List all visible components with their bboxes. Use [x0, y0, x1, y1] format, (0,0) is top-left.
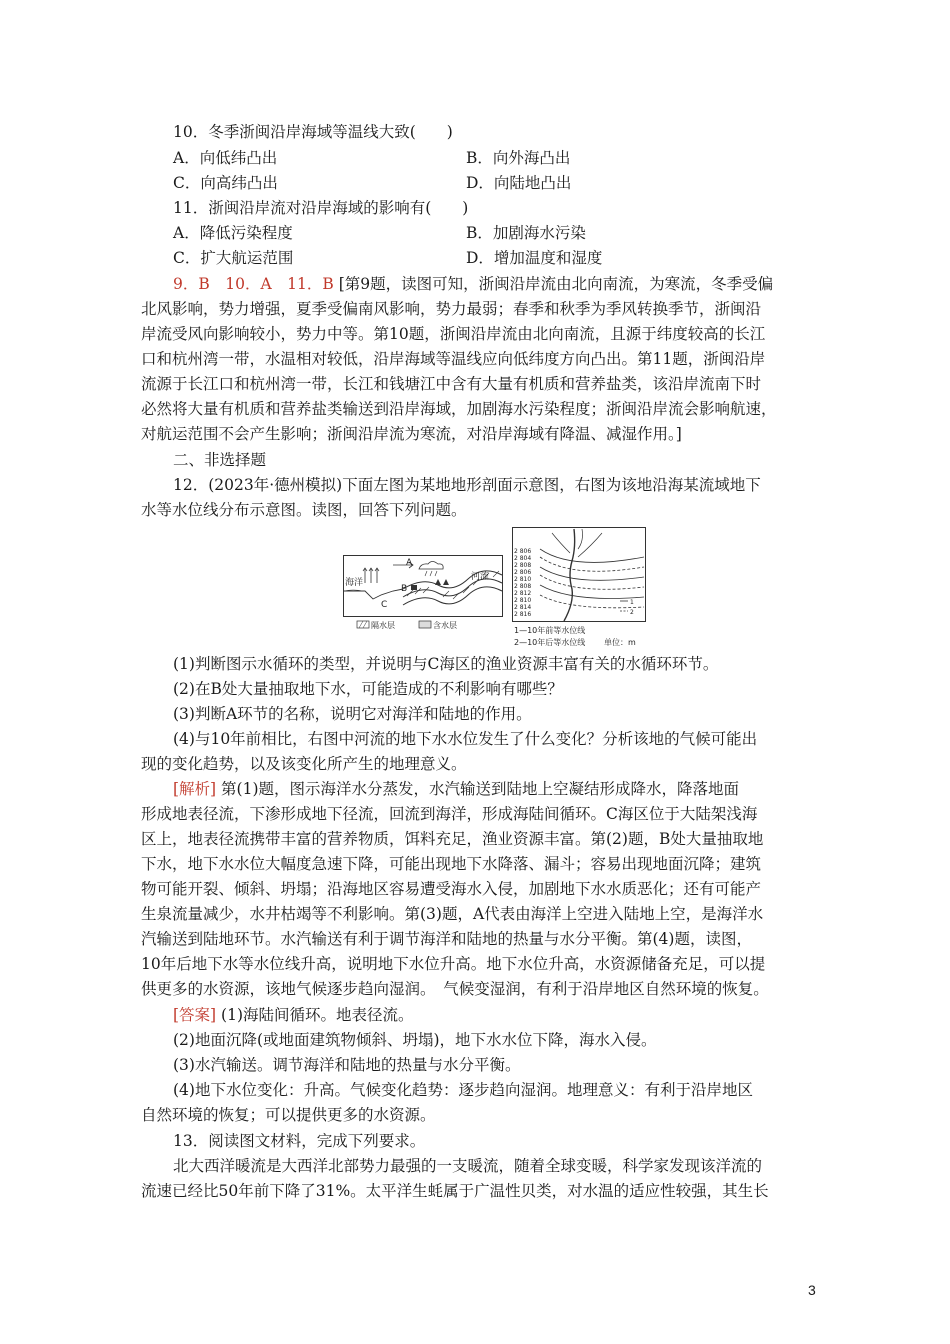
analysis-text: 生泉流量减少，水井枯竭等不利影响。第(3)题，A代表由海洋上空进入陆地上空，是海洋水 — [141, 905, 764, 923]
answer-9-11-line — [173, 272, 773, 296]
q11-option-a: A．降低污染程度 — [173, 224, 293, 242]
q10-option-c: C．向高纬凸出 — [173, 174, 278, 192]
contour-label: 2 808 — [514, 583, 532, 590]
analysis-text: 形成地表径流，下渗形成地下径流，回流到海洋，形成海陆间循环。C海区位于大陆架浅海 — [141, 805, 758, 823]
answer-text: (4)地下水位变化：升高。气候变化趋势：逐步趋向湿润。地理意义：有利于沿岸地区 — [173, 1081, 753, 1099]
answer-line — [173, 1003, 414, 1027]
answer-text: (1)海陆间循环。地表径流。 — [221, 1006, 414, 1024]
q12-intro: 12．(2023年·德州模拟)下面左图为某地地形剖面示意图，右图为该地沿海某流域地下 — [173, 476, 761, 494]
analysis-line — [173, 777, 739, 801]
q10-option-b: B．向外海凸出 — [466, 149, 571, 167]
analysis-tag: [解析] — [173, 780, 217, 798]
legend-aquifer: 含水层 — [433, 621, 457, 630]
q12-question: (3)判断A环节的名称，说明它对海洋和陆地的作用。 — [173, 705, 532, 723]
q12-question: (4)与10年前相比，右图中河流的地下水水位发生了什么变化？分析该地的气候可能出 — [173, 730, 758, 748]
q11-stem: 11．浙闽沿岸流对沿岸海域的影响有( ) — [173, 199, 469, 217]
legend-aquiclude: 隔水层 — [371, 621, 395, 630]
figure-label-river: 河流 — [471, 572, 490, 582]
groundwater-contour-figure — [512, 527, 646, 651]
answer-key: 9．B 10．A 11．B — [173, 275, 334, 293]
contour-legend: 1—10年前等水位线 — [514, 626, 586, 635]
contour-legend: 2—10年后等水位线 — [514, 638, 586, 647]
contour-label: 2 806 — [514, 569, 532, 576]
contour-label: 2 812 — [514, 590, 532, 597]
contour-label: 2 814 — [514, 604, 532, 611]
q13-stem: 13．阅读图文材料，完成下列要求。 — [173, 1132, 426, 1150]
page-number: 3 — [808, 1282, 816, 1298]
contour-label: 2 808 — [514, 562, 532, 569]
figure-label-sea: 海洋 — [345, 578, 364, 588]
figure-label-c: C — [381, 600, 388, 610]
contour-unit: 单位：m — [604, 638, 636, 647]
q10-option-a: A．向低纬凸出 — [173, 149, 278, 167]
analysis-text: 汽输送到陆地环节。水汽输送有利于调节海洋和陆地的热量与水分平衡。第(4)题，读图， — [141, 930, 752, 948]
answer-text: (3)水汽输送。调节海洋和陆地的热量与水分平衡。 — [173, 1056, 521, 1074]
q12-question: (2)在B处大量抽取地下水，可能造成的不利影响有哪些？ — [173, 680, 563, 698]
section-heading: 二、非选择题 — [173, 451, 267, 469]
answer-explanation-line: 流源于长江口和杭州湾一带，长江和钱塘江中含有大量有机质和营养盐类，该沿岸流南下时 — [141, 375, 762, 393]
q13-text: 流速已经比50年前下降了31%。太平洋生蚝属于广温性贝类，对水温的适应性较强，其生长 — [141, 1182, 769, 1200]
q13-text: 北大西洋暖流是大西洋北部势力最强的一支暖流，随着全球变暖，科学家发现该洋流的 — [173, 1157, 763, 1175]
q11-option-d: D．增加温度和湿度 — [466, 249, 603, 267]
answer-explanation-line: 必然将大量有机质和营养盐类输送到沿岸海域，加剧海水污染程度；浙闽沿岸流会影响航速， — [141, 400, 777, 418]
answer-explanation-line: 对航运范围不会产生影响；浙闽沿岸流为寒流，对沿岸海域有降温、减湿作用。] — [141, 425, 682, 443]
legend-mark: 1 — [630, 599, 634, 606]
answer-explanation-line: 北风影响，势力增强，夏季受偏南风影响，势力最弱；春季和秋季为季风转换季节，浙闽沿 — [141, 300, 762, 318]
q11-option-b: B．加剧海水污染 — [466, 224, 586, 242]
analysis-text: 物可能开裂、倾斜、坍塌；沿海地区容易遭受海水入侵，加剧地下水水质恶化；还有可能产 — [141, 880, 762, 898]
q12-intro: 水等水位线分布示意图。读图，回答下列问题。 — [141, 501, 467, 519]
q12-question: (1)判断图示水循环的类型，并说明与C海区的渔业资源丰富有关的水循环环节。 — [173, 655, 719, 673]
analysis-text: 第(1)题，图示海洋水分蒸发，水汽输送到陆地上空凝结形成降水，降落地面 — [221, 780, 740, 798]
contour-label: 2 806 — [514, 548, 532, 555]
q11-option-c: C．扩大航运范围 — [173, 249, 294, 267]
analysis-text: 供更多的水资源，该地气候逐步趋向湿润。 气候变湿润，有利于沿岸地区自然环境的恢复。 — [141, 980, 769, 998]
analysis-text: 区上，地表径流携带丰富的营养物质，饵料充足，渔业资源丰富。第(2)题，B处大量抽取地 — [141, 830, 764, 848]
contour-label: 2 804 — [514, 555, 532, 562]
figure-label-b: B — [401, 584, 408, 594]
analysis-text: 下水，地下水水位大幅度急速下降，可能出现地下水降落、漏斗；容易出现地面沉降；建筑 — [141, 855, 762, 873]
answer-explanation-line: 岸流受风向影响较小，势力中等。第10题，浙闽沿岸流由北向南流，且源于纬度较高的长江 — [141, 325, 766, 343]
answer-text: 自然环境的恢复；可以提供更多的水资源。 — [141, 1106, 436, 1124]
legend-mark: 2 — [630, 609, 634, 616]
analysis-text: 10年后地下水等水位线升高，说明地下水位升高。地下水位升高，水资源储备充足，可以提 — [141, 955, 766, 973]
figure-label-a: A — [406, 558, 413, 568]
terrain-profile-figure — [343, 555, 503, 633]
q10-option-d: D．向陆地凸出 — [466, 174, 572, 192]
q12-question: 现的变化趋势，以及该变化所产生的地理意义。 — [141, 755, 467, 773]
answer-explanation-line: [第9题，读图可知，浙闽沿岸流由北向南流，为寒流，冬季受偏 — [338, 275, 774, 293]
contour-label: 2 810 — [514, 597, 532, 604]
contour-label: 2 816 — [514, 611, 532, 618]
q10-stem: 10．冬季浙闽沿岸海域等温线大致( ) — [173, 123, 453, 141]
contour-label: 2 810 — [514, 576, 532, 583]
answer-tag: [答案] — [173, 1006, 217, 1024]
answer-explanation-line: 口和杭州湾一带，水温相对较低，沿岸海域等温线应向低纬度方向凸出。第11题，浙闽沿岸 — [141, 350, 766, 368]
answer-text: (2)地面沉降(或地面建筑物倾斜、坍塌)，地下水水位下降，海水入侵。 — [173, 1031, 657, 1049]
